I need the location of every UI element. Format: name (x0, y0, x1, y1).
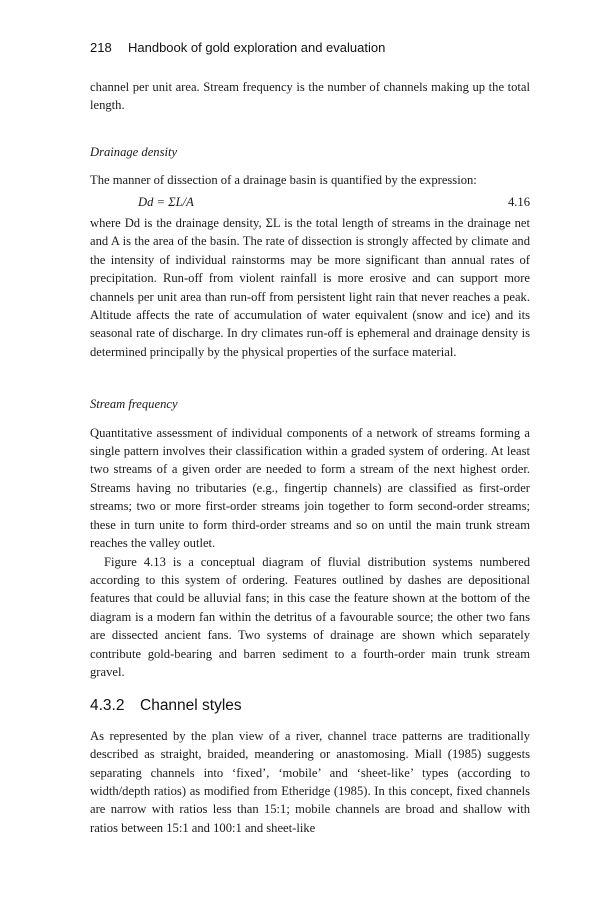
section-number: 4.3.2 (90, 697, 125, 715)
channel-styles-paragraph: As represented by the plan view of a river, channel trace patterns are traditionally described as straight, braided, meandering or anastomosing. Miall (1985) suggests separating channels into ‘fixed’, ‘mobile’ and ‘sheet-like’ types (according to width/depth ratios) as modified from Etheridge (1985). In this concept, fixed channels are narrow with ratios less than 15:1; mobile channels are broad and shallow with ratios between 15:1 and 100:1 and sheet-like (90, 728, 530, 835)
continued-paragraph: channel per unit area. Stream frequency is the number of channels making up the total length. (90, 80, 530, 113)
stream-frequency-paragraph-1: Quantitative assessment of individual components of a network of streams forming a single pattern involves their classification within a graded system of ordering. At least two streams of a given order are needed to form a stream of the next highest order. Streams having no tributaries (e.g., fingertip channels) are classified as first-order streams; two or more first-order streams join together to form second-order streams; these in turn unite to form third-order streams and so on until the main trunk stream reaches the valley outlet. (90, 425, 530, 551)
channel-styles-heading (90, 697, 530, 715)
equation-formula: Dd = ΣL/A (138, 194, 194, 209)
stream-frequency-heading: Stream frequency (90, 397, 178, 412)
book-title: Handbook of gold exploration and evaluation (128, 40, 386, 55)
stream-frequency-paragraph-2: Figure 4.13 is a conceptual diagram of fluvial distribution systems numbered according to this system of ordering. Features outlined by dashes are depositional features that could be alluvial fans; in this case the feature shown at the bottom of the diagram is a modern fan within the detritus of a favourable source; the other two fans are dissected ancient fans. Two systems of drainage are shown which separately contribute gold-bearing and barren sediment to a fourth-order main trunk stream gravel. (90, 554, 530, 679)
equation-number: 4.16 (507, 194, 530, 209)
equation-line (90, 193, 530, 211)
drainage-density-intro: The manner of dissection of a drainage basin is quantified by the expression: (90, 173, 477, 188)
body-text (90, 78, 530, 837)
page-number: 218 (90, 40, 112, 55)
drainage-density-paragraph: where Dd is the drainage density, ΣL is the total length of streams in the drainage net and A is the area of the basin. The rate of dissection is strongly affected by climate and the intensity of individual rainstorms may be more significant than annual rates of precipitation. Run-off from violent rainfall is more erosive and can support more channels per unit area than run-off from persistent light rain that never reaches a peak. Altitude affects the rate of accumulation of water equivalent (snow and ice) and its seasonal rate of discharge. In dry climates run-off is ephemeral and drainage density is determined principally by the physical properties of the surface material. (90, 216, 530, 359)
drainage-density-heading: Drainage density (90, 144, 178, 159)
section-title: Channel styles (140, 697, 242, 715)
running-header (90, 40, 530, 55)
